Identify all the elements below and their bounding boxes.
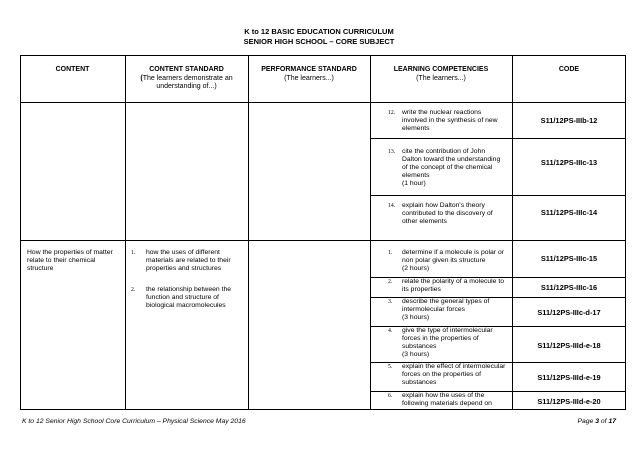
column-divider	[248, 55, 249, 410]
list-number: 5.	[388, 364, 393, 370]
list-number: 12.	[388, 110, 396, 116]
list-number: 1.	[131, 250, 136, 256]
competency-text: describe the general types of intermolecular forces (3 hours)	[402, 298, 490, 321]
content-standard-item: the relationship between the function and structure of biological macromolecules	[146, 286, 232, 309]
competency-text: cite the contribution of John Dalton toward the understanding of the concept of the chemical elements (1 hour)	[402, 148, 501, 187]
list-number: 2.	[131, 287, 136, 293]
list-number: 4.	[388, 328, 393, 334]
column-header-performance-standard: PERFORMANCE STANDARD (The learners...)	[261, 66, 357, 82]
column-divider	[125, 55, 126, 410]
column-header-content-standard: CONTENT STANDARD (The learners demonstrate an understanding of...)	[140, 66, 233, 90]
list-number: 14.	[388, 203, 396, 209]
column-divider	[512, 55, 513, 410]
footer-text: K to 12 Senior High School Core Curriculum – Physical Science May 2016	[22, 418, 246, 425]
row-border	[370, 138, 626, 139]
document-title: K to 12 BASIC EDUCATION CURRICULUM	[244, 27, 394, 36]
document-subtitle: SENIOR HIGH SCHOOL – CORE SUBJECT	[243, 37, 395, 46]
competency-code: S11/12PS-IIIb-12	[540, 116, 598, 125]
competency-text: write the nuclear reactions involved in the synthesis of new elements	[402, 109, 498, 132]
competency-code: S11/12PS-IIId-e-19	[537, 373, 601, 382]
list-number: 3.	[388, 299, 393, 305]
list-number: 1.	[388, 250, 393, 256]
competency-code: S11/12PS-IIIc-d-17	[537, 308, 601, 317]
curriculum-table	[20, 55, 626, 410]
competency-code: S11/12PS-IIIc-16	[540, 283, 598, 292]
content-topic: How the properties of matter relate to their chemical structure	[27, 249, 113, 272]
column-header-content: CONTENT	[55, 66, 90, 73]
column-header-learning-competencies: LEARNING COMPETENCIES (The learners...)	[393, 66, 489, 82]
competency-code: S11/12PS-IIId-e-18	[537, 341, 601, 350]
row-border	[370, 195, 626, 196]
section-border	[20, 240, 626, 241]
list-number: 13.	[388, 149, 396, 155]
competency-text: explain how the uses of the following materials depend on	[402, 392, 492, 407]
header-row-border	[20, 102, 626, 103]
list-number: 6.	[388, 393, 393, 399]
competency-code: S11/12PS-IIIc-15	[540, 254, 598, 263]
column-divider	[370, 55, 371, 410]
content-standard-item: how the uses of different materials are related to their properties and structures	[146, 249, 231, 272]
competency-text: explain the effect of intermolecular forces on the properties of substances	[402, 363, 506, 386]
competency-text: give the type of intermolecular forces in the properties of substances (3 hours)	[402, 327, 493, 358]
column-header-code: CODE	[558, 66, 580, 73]
competency-text: relate the polarity of a molecule to its properties	[402, 278, 505, 293]
competency-text: explain how Dalton's theory contributed to the discovery of other elements	[402, 202, 493, 225]
competency-code: S11/12PS-IIId-e-20	[537, 397, 601, 406]
list-number: 2.	[388, 279, 393, 285]
competency-code: S11/12PS-IIIc-14	[540, 208, 598, 217]
page-number: Page 3 of 17	[577, 418, 616, 425]
competency-text: determine if a molecule is polar or non polar given its structure (2 hours)	[402, 249, 504, 272]
competency-code: S11/12PS-IIIc-13	[540, 158, 598, 167]
